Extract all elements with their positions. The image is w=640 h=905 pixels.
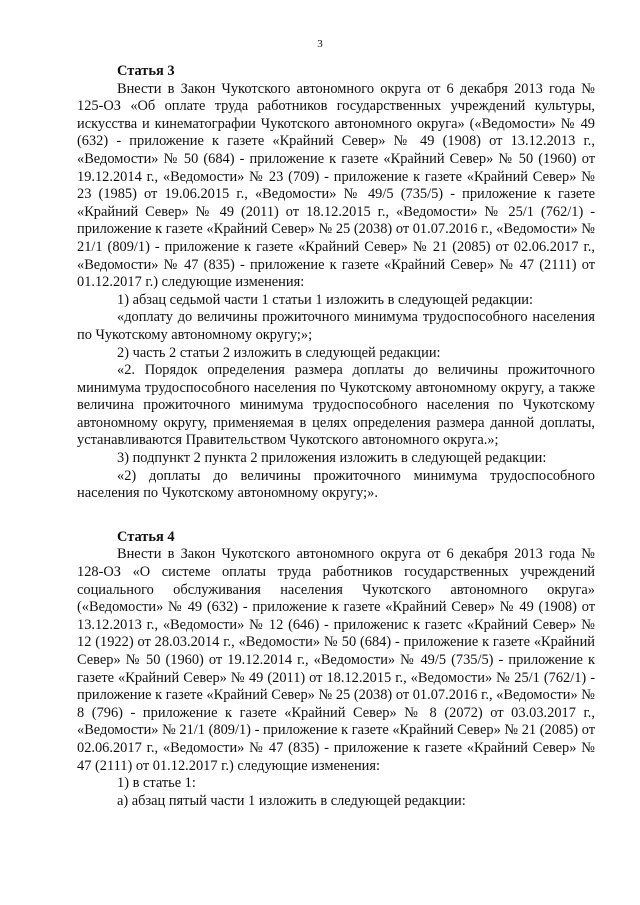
article-paragraph: Внести в Закон Чукотского автономного округа от 6 декабря 2013 года № 128-ОЗ «О системе оплаты труда работников государственных учреждений социального обслуживания населения Чукотского автономного округа» («Ведомости» № 49 (632) - приложение к газете «Крайний Север» № 49 (1908) от 13.12.2013 г., «Ведомости» № 12 (646) - приложенис к газетс «Крайний Север» № 12 (1922) от 28.03.2014 г., «Ведомости» № 50 (684) - приложение к газете «Крайний Север» № 50 (1960) от 19.12.2014 г., «Ведомости» № 49/5 (735/5) - приложение к газете «Крайний Север» № 49 (2011) от 18.12.2015 г., «Ведомости» № 25/1 (762/1) - приложение к газете «Крайний Север» № 25 (2038) от 01.07.2016 г., «Ведомости» № 8 (796) - приложение к газете «Крайний Север» № 8 (2072) от 03.03.2017 г., «Ведомости» № 21/1 (809/1) - приложение к газете «Крайний Север» № 21 (2085) от 02.06.2017 г., «Ведомости» № 47 (835) - приложение к газете «Крайний Север» № 47 (2111) от 01.12.2017 г.) следующие изменения:	[77, 546, 595, 774]
article-paragraph: 1) в статье 1:	[117, 775, 196, 792]
article-4	[77, 529, 595, 811]
article-3	[77, 63, 595, 503]
article-paragraph: Внести в Закон Чукотского автономного округа от 6 декабря 2013 года № 125-ОЗ «Об оплате труда работников государственных учреждений культуры, искусства и кинематографии Чукотского автономного округа» («Ведомости» № 49 (632) - приложение к газете «Крайний Север» № 49 (1908) от 13.12.2013 г., «Ведомости» № 50 (684) - приложение к газете «Крайний Север» № 50 (1960) от 19.12.2014 г., «Ведомости» № 23 (709) - приложение к газете «Крайний Север» № 23 (1985) от 19.06.2015 г., «Ведомости» № 49/5 (735/5) - приложение к газете «Крайний Север» № 49 (2011) от 18.12.2015 г., «Ведомости» № 25/1 (762/1) - приложение к газете «Крайний Север» № 25 (2038) от 01.07.2016 г., «Ведомости» № 21/1 (809/1) - приложение к газете «Крайний Север» № 21 (2085) от 02.06.2017 г., «Ведомости» № 47 (835) - приложение к газете «Крайний Север» № 47 (2111) от 01.12.2017 г.) следующие изменения:	[77, 80, 595, 291]
article-paragraph: а) абзац пятый части 1 изложить в следующей редакции:	[117, 792, 466, 809]
article-heading: Статья 4	[117, 528, 175, 545]
article-paragraph: 2) часть 2 статьи 2 изложить в следующей редакции:	[117, 344, 441, 361]
article-paragraph: 1) абзац седьмой части 1 статьи 1 изложить в следующей редакции:	[117, 291, 533, 308]
document-body	[77, 63, 595, 810]
article-paragraph: «2) доплаты до величины прожиточного минимума трудоспособного населения по Чукотскому автономному округу;».	[77, 467, 595, 502]
article-paragraph: 3) подпункт 2 пункта 2 приложения изложить в следующей редакции:	[117, 450, 547, 467]
page-number: 3	[317, 38, 323, 50]
article-paragraph: «2. Порядок определения размера доплаты до величины прожиточного минимума трудоспособного населения по Чукотскому автономному округу, а также величина прожиточного минимума трудоспособного населения по Чукотскому автономному округу, применяемая в целях определения размера данной доплаты, устанавливаются Правительством Чукотского автономного округа.»;	[77, 362, 595, 449]
article-heading: Статья 3	[117, 63, 175, 79]
article-paragraph: «доплату до величины прожиточного минимума трудоспособного населения по Чукотскому автономному округу;»;	[77, 309, 595, 343]
